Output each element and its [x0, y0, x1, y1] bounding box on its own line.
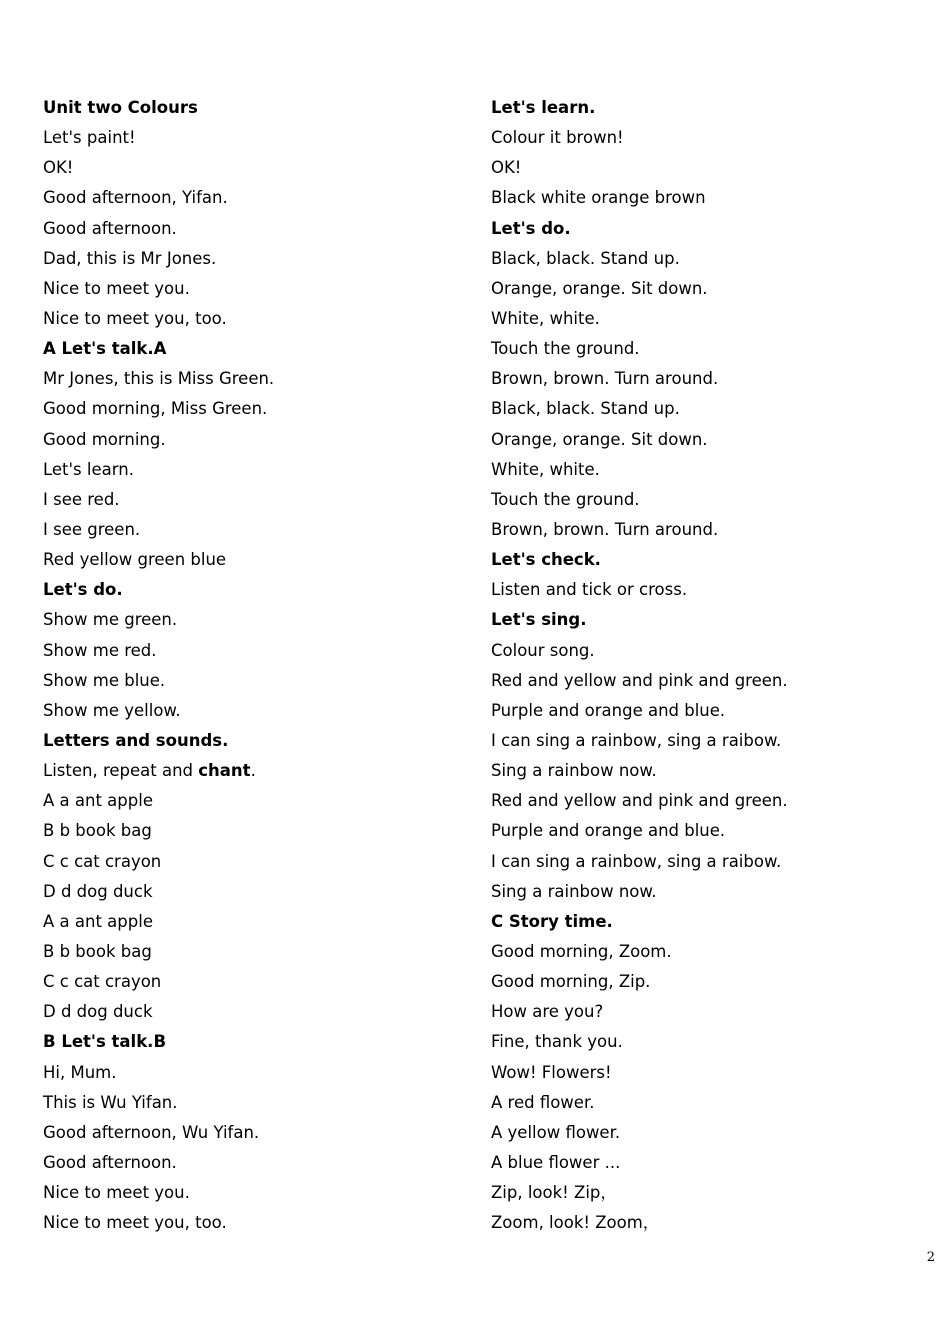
text-line: Black, black. Stand up. — [491, 248, 680, 268]
text-line: Wow! Flowers! — [491, 1062, 612, 1082]
text-line: Good morning, Miss Green. — [43, 399, 268, 419]
text-line: Good morning. — [43, 429, 166, 449]
text-fragment: Listen, repeat and — [43, 761, 199, 781]
text-line: Brown, brown. Turn around. — [491, 519, 719, 539]
text-fragment: . — [250, 761, 256, 781]
text-line: Let's paint! — [43, 128, 136, 148]
text-line: A red flower. — [491, 1092, 595, 1112]
text-line: Orange, orange. Sit down. — [491, 429, 708, 449]
text-line: A a ant apple — [43, 791, 153, 811]
bold-word: chant — [198, 761, 251, 781]
text-line: A yellow flower. — [491, 1122, 621, 1142]
text-line: Red and yellow and pink and green. — [491, 670, 788, 690]
text-line: Good afternoon, Yifan. — [43, 188, 228, 208]
text-line: I see red. — [43, 489, 120, 509]
right-column — [491, 93, 931, 1238]
section-heading: Let's learn. — [491, 98, 596, 117]
text-line: Nice to meet you, too. — [43, 1213, 227, 1233]
text-line: Nice to meet you. — [43, 1183, 190, 1203]
text-line: Touch the ground. — [491, 489, 640, 509]
text-line: D d dog duck — [43, 881, 153, 901]
text-line: B b book bag — [43, 941, 152, 961]
text-line: Show me yellow. — [43, 700, 181, 720]
text-line: Good morning, Zip. — [491, 972, 651, 992]
text-line: Colour song. — [491, 640, 595, 660]
text-line: Sing a rainbow now. — [491, 881, 657, 901]
text-line: I can sing a rainbow, sing a raibow. — [491, 730, 782, 750]
text-line: OK! — [43, 158, 74, 178]
text-line: Hi, Mum. — [43, 1062, 117, 1082]
text-line: Good afternoon. — [43, 218, 177, 238]
text-line: Purple and orange and blue. — [491, 700, 726, 720]
text-line: Show me red. — [43, 640, 157, 660]
text-line: Red yellow green blue — [43, 550, 227, 570]
section-heading: B Let's talk.B — [43, 1032, 167, 1052]
text-line: White, white. — [491, 459, 600, 479]
text-line: A a ant apple — [43, 911, 153, 931]
text-line: Mr Jones, this is Miss Green. — [43, 369, 275, 389]
text-line: Zip, look! Zip， — [491, 1183, 617, 1203]
text-line: I see green. — [43, 519, 141, 539]
text-line: White, white. — [491, 308, 600, 328]
text-line: How are you? — [491, 1002, 604, 1022]
section-heading: Let's sing. — [491, 610, 587, 630]
section-heading: Letters and sounds. — [43, 730, 229, 750]
text-line: This is Wu Yifan. — [43, 1092, 178, 1112]
text-line: Black white orange brown — [491, 188, 706, 208]
text-line — [43, 756, 463, 786]
section-heading: Let's do. — [491, 218, 571, 238]
text-line: C c cat crayon — [43, 972, 162, 992]
text-line: Zoom, look! Zoom， — [491, 1213, 660, 1233]
text-line: Fine, thank you. — [491, 1032, 623, 1052]
text-line: D d dog duck — [43, 1002, 153, 1022]
text-line: Nice to meet you. — [43, 278, 190, 298]
text-line: Listen and tick or cross. — [491, 580, 688, 600]
text-line: Show me blue. — [43, 670, 166, 690]
text-line: B b book bag — [43, 821, 152, 841]
text-line: OK! — [491, 158, 522, 178]
text-line: Good morning, Zoom. — [491, 941, 672, 961]
text-line: I can sing a rainbow, sing a raibow. — [491, 851, 782, 871]
text-line: C c cat crayon — [43, 851, 162, 871]
text-line: Sing a rainbow now. — [491, 761, 657, 781]
text-line: Brown, brown. Turn around. — [491, 369, 719, 389]
text-line: A blue flower ... — [491, 1152, 621, 1172]
text-line: Black, black. Stand up. — [491, 399, 680, 419]
section-heading: A Let's talk.A — [43, 339, 167, 359]
text-line: Good afternoon. — [43, 1152, 177, 1172]
section-heading: Unit two Colours — [43, 98, 198, 117]
left-column — [43, 93, 463, 1238]
text-line: Purple and orange and blue. — [491, 821, 726, 841]
text-line: Nice to meet you, too. — [43, 308, 227, 328]
text-line: Let's learn. — [43, 459, 134, 479]
section-heading: Let's check. — [491, 550, 601, 570]
section-heading: C Story time. — [491, 911, 613, 931]
text-line: Red and yellow and pink and green. — [491, 791, 788, 811]
text-line: Good afternoon, Wu Yifan. — [43, 1122, 260, 1142]
text-line: Show me green. — [43, 610, 178, 630]
text-line: Dad, this is Mr Jones. — [43, 248, 217, 268]
page-number: 2 — [926, 1250, 935, 1265]
text-line: Orange, orange. Sit down. — [491, 278, 708, 298]
text-line: Colour it brown! — [491, 128, 624, 148]
section-heading: Let's do. — [43, 580, 123, 600]
text-line: Touch the ground. — [491, 339, 640, 359]
